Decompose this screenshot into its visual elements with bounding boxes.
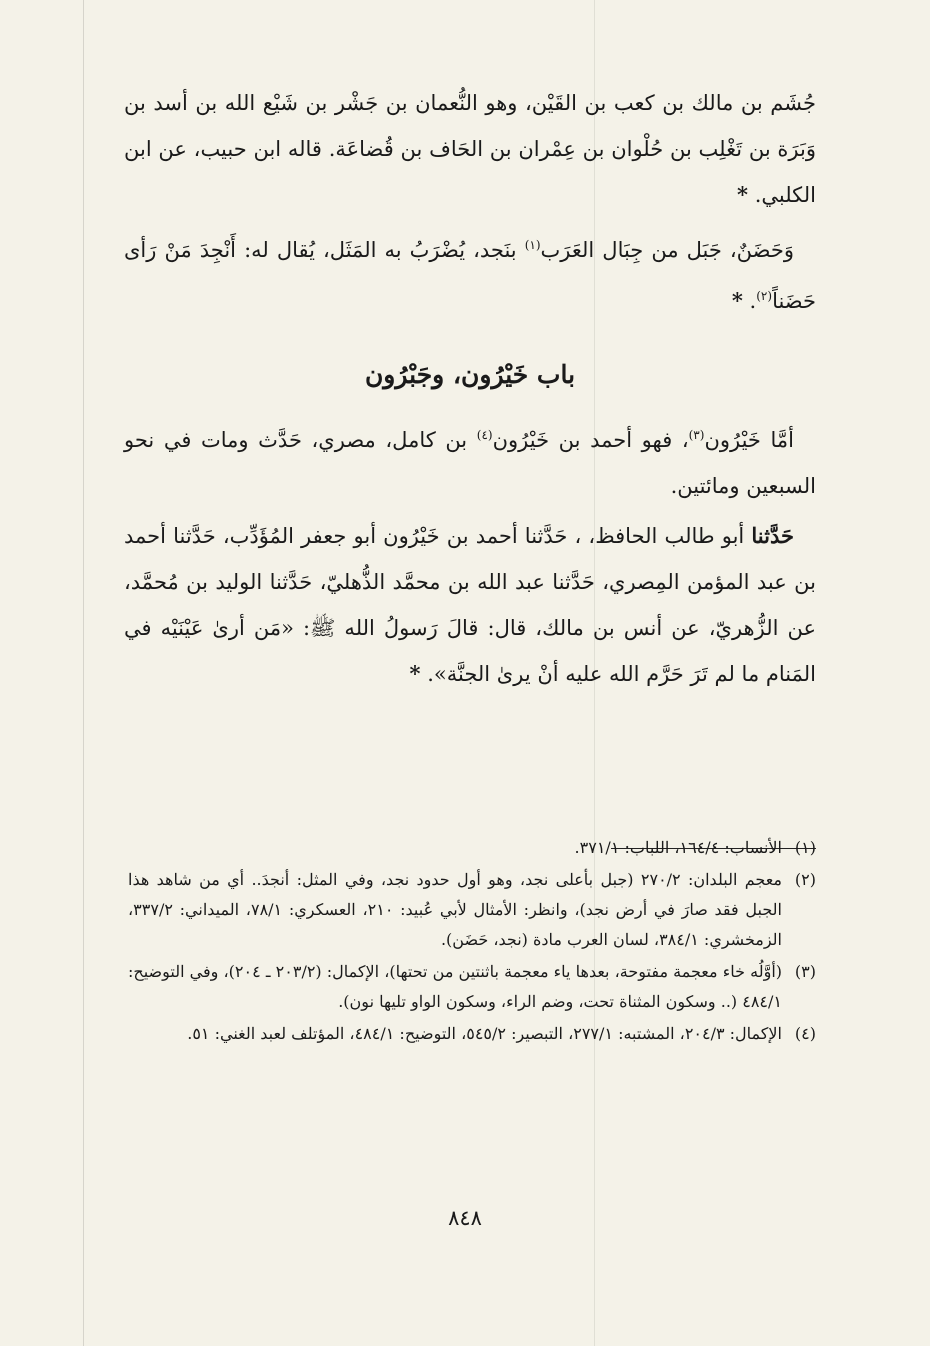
- footnote-ref-3[interactable]: (٣): [688, 428, 705, 442]
- footnote-number: (٣): [794, 962, 816, 981]
- paragraph-text: بن كامل، مصري، حَدَّث ومات في نحو السبعين ومائتين.: [124, 428, 816, 498]
- paragraph-hadan: [124, 222, 816, 324]
- paragraph-hadith: [124, 513, 816, 697]
- footnote-ref-2[interactable]: (٢): [756, 289, 773, 303]
- footnote-3: [128, 957, 816, 1017]
- paragraph-text: جُشَم بن مالك بن كعب بن القَيْن، وهو النُّعمان بن جَشْر بن شَيْع الله بن أسد بن وَبَرَة بن تَغْلِب بن حُلْوان بن عِمْران بن الحَاف بن قُضاعَة. قاله ابن حبيب، عن ابن الكلبي.: [124, 91, 816, 207]
- footnotes: [128, 833, 816, 1051]
- paragraph-text: أمَّا خَيْرُون: [704, 428, 794, 452]
- footnote-ref-1[interactable]: (١): [524, 238, 541, 252]
- end-star-marker: *: [731, 288, 743, 313]
- footnote-4: [128, 1019, 816, 1049]
- footnote-2: [128, 865, 816, 955]
- footnote-number: (١): [794, 838, 816, 857]
- paragraph-text: بنَجد، يُضْرَبُ به المَثَل، يُقال له: أَنْجِدَ مَنْ رَأى حَضَناً: [124, 238, 816, 313]
- paragraph-text: أبو طالب الحافظ، ، حَدَّثنا أحمد بن خَيْرُون أبو جعفر المُؤَدِّب، حَدَّثنا أحمد بن عبد المؤمن المِصري، حَدَّثنا عبد الله بن محمَّد الذُّهليّ، حَدَّثنا الوليد بن مُحمَّد، عن الزُّهريّ، عن أنس بن مالك، قال: قالَ رَسولُ الله ﷺ: «مَن أرىٰ عَيْنَيْه في المَنام ما لم تَرَ حَرَّم الله عليه أنْ يرىٰ الجنَّة».: [124, 524, 816, 686]
- footnote-text: الأنساب: ١٦٤/٤، اللباب: ٣٧١/١.: [574, 838, 782, 857]
- end-star-marker: *: [409, 661, 421, 686]
- paragraph-khayrun: [124, 412, 816, 509]
- paragraph-text: ، فهو أحمد بن خَيْرُون: [492, 428, 689, 452]
- footnote-number: (٤): [794, 1024, 816, 1043]
- footnote-ref-4[interactable]: (٤): [476, 428, 493, 442]
- paragraph-genealogy: [124, 80, 816, 218]
- end-star-marker: *: [737, 182, 748, 207]
- main-text: [124, 80, 816, 697]
- footnote-number: (٢): [794, 870, 816, 889]
- paragraph-text: وَحَضَنٌ، جَبَل من جِبَال العَرَب: [540, 238, 794, 262]
- lead-word: حَدَّثنا: [751, 523, 794, 548]
- paragraph-text: .: [749, 289, 757, 313]
- footnote-1: [128, 833, 816, 863]
- scan-artifact-line: [83, 0, 84, 1346]
- section-title: باب خَيْرُون، وجَبْرُون: [364, 360, 576, 389]
- footnote-text: (أوَّلُه خاء معجمة مفتوحة، بعدها ياء معجمة باثنتين من تحتها)، الإكمال: (٢٠٣/٢ ـ ٢٠٤)، وفي التوضيح: ٤٨٤/١ (.. وسكون المثناة تحت، وضم الراء، وسكون الواو تليها نون).: [128, 962, 783, 1011]
- page-number: ٨٤٨: [448, 1206, 482, 1230]
- footnote-text: معجم البلدان: ٢٧٠/٢ (جبل بأعلى نجد، وهو أول حدود نجد، وفي المثل: أنجدَ.. أي من شاهد هذا الجبل فقد صارَ في أرض نجد)، وانظر: الأمثال لأبي عُبيد: ٢١٠، العسكري: ٧٨/١، الميداني: ٣٣٧/٢، الزمخشري: ٣٨٤/١، لسان العرب مادة (نجد، حَضَن).: [128, 870, 783, 949]
- footnote-text: الإكمال: ٢٠٤/٣، المشتبه: ٢٧٧/١، التبصير: ٥٤٥/٢، التوضيح: ٤٨٤/١، المؤتلف لعبد الغني: ٥١.: [187, 1024, 782, 1043]
